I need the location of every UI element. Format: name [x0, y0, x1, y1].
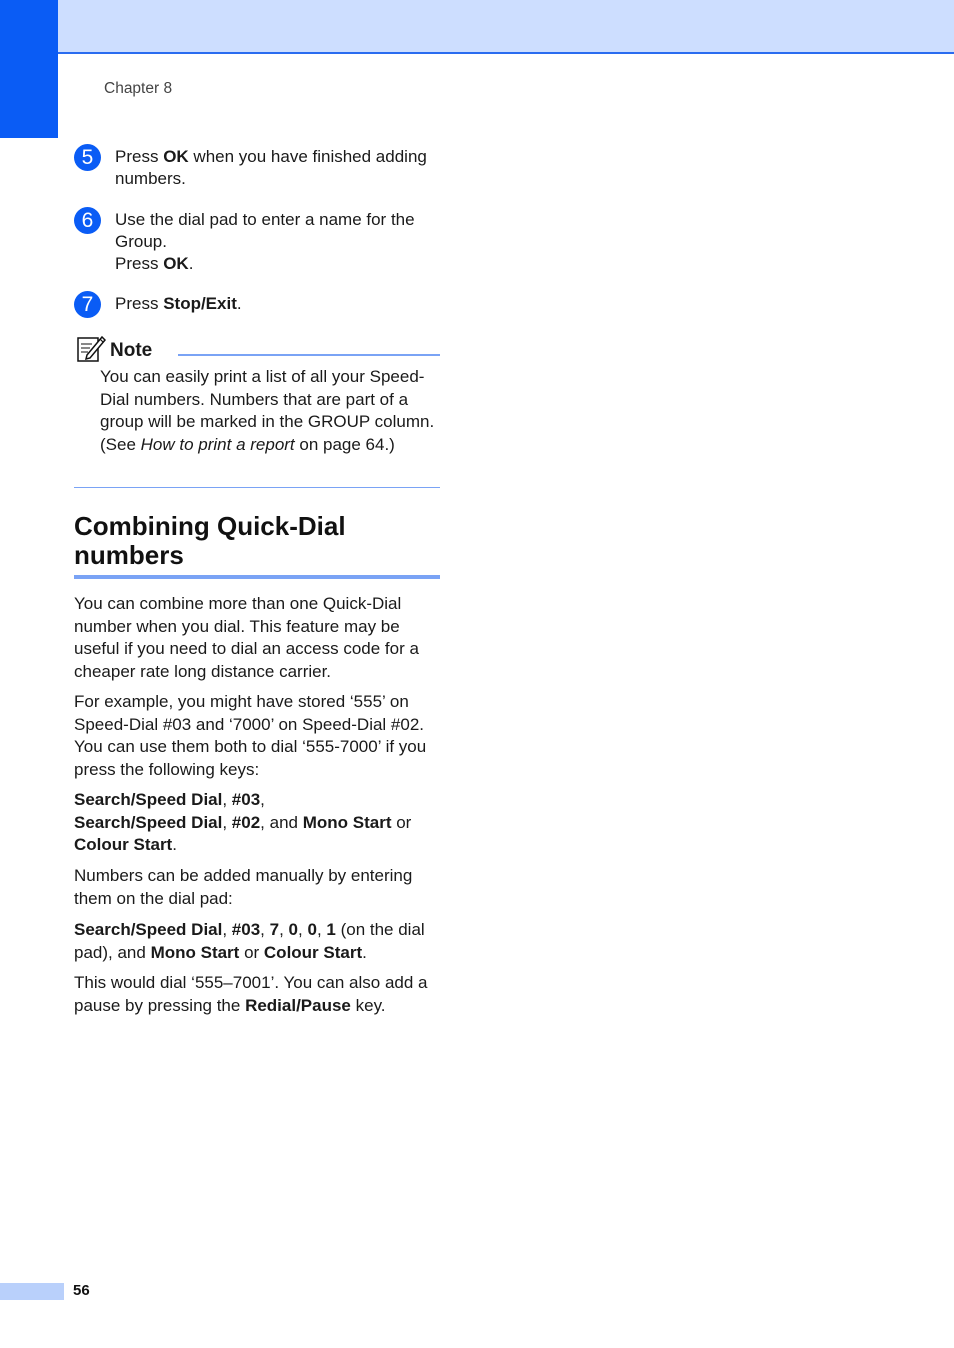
step-text: Press OK when you have finished adding numbers.	[115, 147, 427, 188]
step-number: 7	[74, 291, 101, 318]
paragraph-intro: You can combine more than one Quick-Dial number when you dial. This feature may be useful if you need to dial an access code for a cheaper rate long distance carrier.	[74, 594, 419, 681]
chapter-label: Chapter 8	[104, 80, 173, 97]
paragraph-result: This would dial ‘555–7001’. You can also add a pause by pressing the Redial/Pause key.	[74, 973, 428, 1015]
section-divider	[74, 575, 440, 579]
chapter-tab	[0, 0, 58, 138]
note-body: You can easily print a list of all your Speed-Dial numbers. Numbers that are part of a group will be marked in the GROUP column. (See How to print a report on page 64.)	[100, 367, 435, 454]
step-number: 6	[74, 207, 101, 234]
key-sequence-1: Search/Speed Dial, #03, Search/Speed Dial, #02, and Mono Start or Colour Start.	[74, 790, 412, 854]
note-bottom-divider	[74, 487, 440, 488]
note-title: Note	[110, 340, 153, 361]
step-text: Press Stop/Exit.	[115, 294, 242, 313]
step-number: 5	[74, 144, 101, 171]
note-divider	[178, 354, 440, 356]
note-pencil-icon	[76, 333, 106, 363]
cross-reference-link: How to print a report	[140, 434, 295, 454]
header-band	[0, 0, 954, 54]
section-heading: Combining Quick-Dial numbers	[74, 511, 346, 570]
paragraph-example: For example, you might have stored ‘555’ on Speed-Dial #03 and ‘7000’ on Speed-Dial #02. You can use them both to dial ‘555-7000’ if you press the following keys:	[74, 692, 427, 779]
page-number: 56	[73, 1282, 90, 1299]
step-text: Use the dial pad to enter a name for the Group. Press OK.	[115, 210, 415, 273]
footer-band	[0, 1283, 64, 1300]
key-sequence-2: Search/Speed Dial, #03, 7, 0, 0, 1 (on the dial pad), and Mono Start or Colour Start.	[74, 920, 425, 962]
paragraph-manual: Numbers can be added manually by entering them on the dial pad:	[74, 866, 413, 908]
